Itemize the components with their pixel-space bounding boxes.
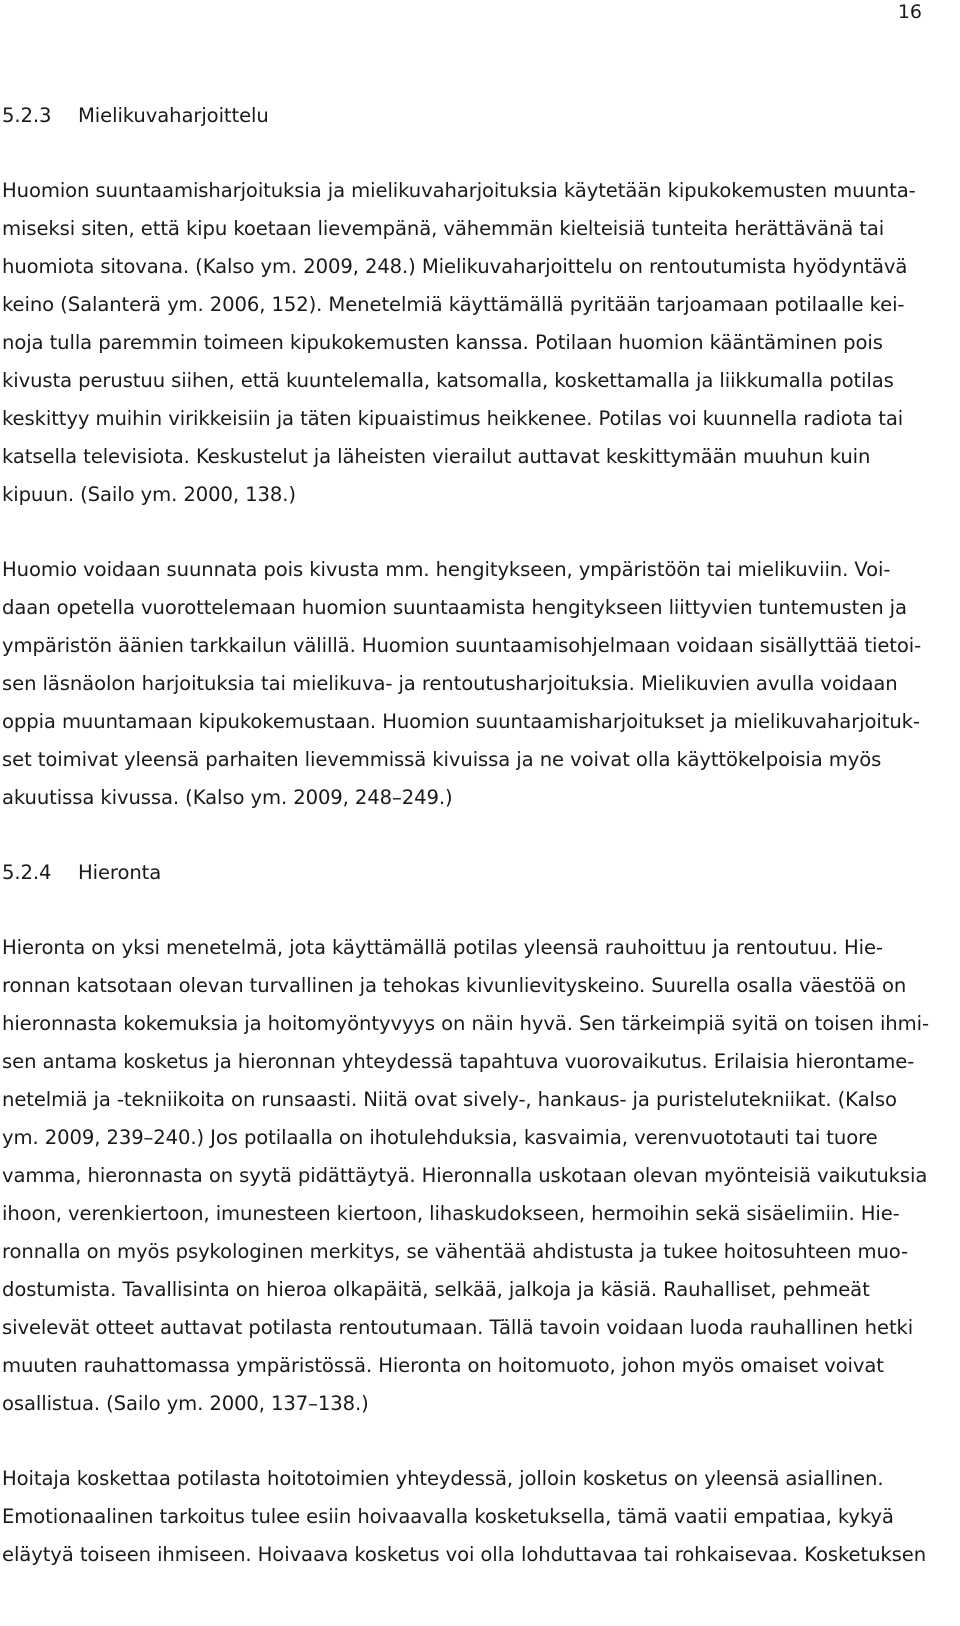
- text-line: dostumista. Tavallisinta on hieroa olkapäitä, selkää, jalkoja ja käsiä. Rauhalliset, pehmeät: [2, 1278, 870, 1301]
- text-line: katsella televisiota. Keskustelut ja läheisten vierailut auttavat keskittymään muuhun kuin: [2, 445, 871, 468]
- text-line: kivusta perustuu siihen, että kuuntelemalla, katsomalla, koskettamalla ja liikkumalla potilas: [2, 369, 894, 392]
- text-line: Huomion suuntaamisharjoituksia ja mielikuvaharjoituksia käytetään kipukokemusten muunta-: [2, 179, 916, 202]
- text-line: ym. 2009, 239–240.) Jos potilaalla on ihotulehduksia, kasvaimia, verenvuototauti tai tuore: [2, 1126, 878, 1149]
- text-line: oppia muuntamaan kipukokemustaan. Huomion suuntaamisharjoitukset ja mielikuvaharjoituk-: [2, 710, 920, 733]
- section-heading-number: 5.2.4: [2, 861, 52, 884]
- text-line: akuutissa kivussa. (Kalso ym. 2009, 248–249.): [2, 786, 453, 809]
- section-heading-title: Hieronta: [78, 861, 162, 884]
- text-line: set toimivat yleensä parhaiten lievemmissä kivuissa ja ne voivat olla käyttökelpoisia myös: [2, 748, 882, 771]
- page-number: 16: [897, 1, 922, 23]
- text-line: keskittyy muihin virikkeisiin ja täten kipuaistimus heikkenee. Potilas voi kuunnella radiota tai: [2, 407, 904, 430]
- text-line: hieronnasta kokemuksia ja hoitomyöntyvyys on näin hyvä. Sen tärkeimpiä syitä on toisen ihmi-: [2, 1012, 929, 1035]
- text-line: sen antama kosketus ja hieronnan yhteydessä tapahtuva vuorovaikutus. Erilaisia hierontame-: [2, 1050, 915, 1073]
- text-line: miseksi siten, että kipu koetaan lievempänä, vähemmän kielteisiä tunteita herättävänä tai: [2, 217, 885, 240]
- text-line: ihoon, verenkiertoon, imunesteen kiertoon, lihaskudokseen, hermoihin sekä sisäelimiin. Hie-: [2, 1202, 900, 1225]
- text-line: Hoitaja koskettaa potilasta hoitotoimien yhteydessä, jolloin kosketus on yleensä asiallinen.: [2, 1467, 884, 1490]
- section-heading-number: 5.2.3: [2, 104, 52, 127]
- text-line: Emotionaalinen tarkoitus tulee esiin hoivaavalla kosketuksella, tämä vaatii empatiaa, kykyä: [2, 1505, 894, 1528]
- section-heading: [2, 861, 161, 885]
- text-line: netelmiä ja -tekniikoita on runsaasti. Niitä ovat sively-, hankaus- ja puristelutekniikat. (Kalso: [2, 1088, 897, 1111]
- text-line: Huomio voidaan suunnata pois kivusta mm. hengitykseen, ympäristöön tai mielikuviin. Voi-: [2, 558, 891, 581]
- text-line: huomiota sitovana. (Kalso ym. 2009, 248.) Mielikuvaharjoittelu on rentoutumista hyödyntävä: [2, 255, 908, 278]
- text-line: ronnalla on myös psykologinen merkitys, se vähentää ahdistusta ja tukee hoitosuhteen muo-: [2, 1240, 909, 1263]
- text-line: ympäristön äänien tarkkailun välillä. Huomion suuntaamisohjelmaan voidaan sisällyttää tietoi-: [2, 634, 922, 657]
- text-line: sen läsnäolon harjoituksia tai mielikuva- ja rentoutusharjoituksia. Mielikuvien avulla voidaan: [2, 672, 898, 695]
- text-line: osallistua. (Sailo ym. 2000, 137–138.): [2, 1392, 369, 1415]
- text-line: kipuun. (Sailo ym. 2000, 138.): [2, 483, 296, 506]
- text-line: daan opetella vuorottelemaan huomion suuntaamista hengitykseen liittyvien tuntemusten ja: [2, 596, 907, 619]
- text-line: eläytyä toiseen ihmiseen. Hoivaava kosketus voi olla lohduttavaa tai rohkaisevaa. Kosketuksen: [2, 1543, 927, 1566]
- text-line: sivelevät otteet auttavat potilasta rentoutumaan. Tällä tavoin voidaan luoda rauhallinen hetki: [2, 1316, 914, 1339]
- section-heading-title: Mielikuvaharjoittelu: [78, 104, 269, 127]
- section-heading: [2, 104, 269, 128]
- text-line: Hieronta on yksi menetelmä, jota käyttämällä potilas yleensä rauhoittuu ja rentoutuu. Hie-: [2, 936, 883, 959]
- text-line: muuten rauhattomassa ympäristössä. Hieronta on hoitomuoto, johon myös omaiset voivat: [2, 1354, 884, 1377]
- text-line: ronnan katsotaan olevan turvallinen ja tehokas kivunlievityskeino. Suurella osalla väestöä on: [2, 974, 907, 997]
- text-line: noja tulla paremmin toimeen kipukokemusten kanssa. Potilaan huomion kääntäminen pois: [2, 331, 883, 354]
- text-line: keino (Salanterä ym. 2006, 152). Menetelmiä käyttämällä pyritään tarjoamaan potilaalle kei-: [2, 293, 905, 316]
- text-line: vamma, hieronnasta on syytä pidättäytyä. Hieronnalla uskotaan olevan myönteisiä vaikutuksia: [2, 1164, 928, 1187]
